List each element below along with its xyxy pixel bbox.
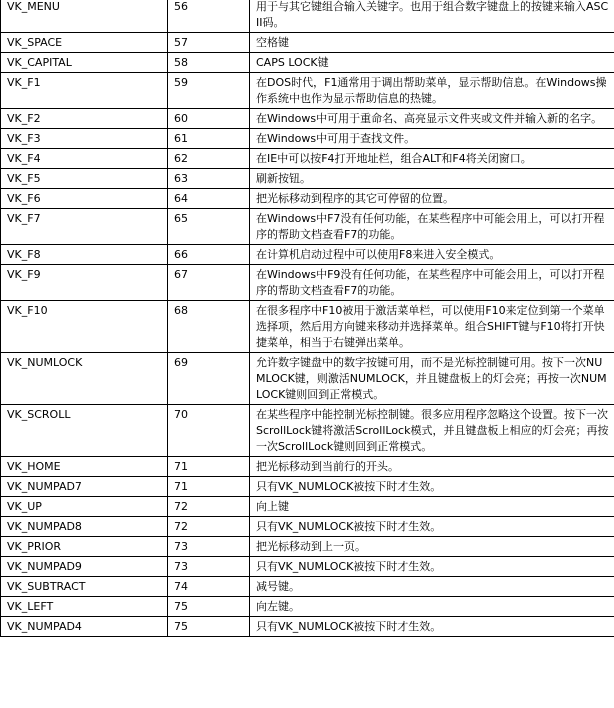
key-code-cell: 63 bbox=[168, 169, 250, 189]
key-name-cell: VK_NUMPAD9 bbox=[1, 557, 168, 577]
key-code-cell: 75 bbox=[168, 597, 250, 617]
key-name-cell: VK_F6 bbox=[1, 189, 168, 209]
key-code-cell: 73 bbox=[168, 537, 250, 557]
table-row bbox=[1, 517, 614, 537]
key-description-cell: 向上键 bbox=[250, 497, 614, 517]
key-name-cell: VK_NUMLOCK bbox=[1, 353, 168, 405]
key-name-cell: VK_F2 bbox=[1, 109, 168, 129]
key-code-cell: 58 bbox=[168, 53, 250, 73]
table-row bbox=[1, 537, 614, 557]
table-row bbox=[1, 597, 614, 617]
key-description-cell: 在Windows中F9没有任何功能，在某些程序中可能会用上，可以打开程序的帮助文档查看F7的功能。 bbox=[250, 265, 614, 301]
key-name-cell: VK_NUMPAD7 bbox=[1, 477, 168, 497]
key-description-cell: 空格键 bbox=[250, 33, 614, 53]
key-code-cell: 60 bbox=[168, 109, 250, 129]
key-description-cell: 减号键。 bbox=[250, 577, 614, 597]
key-code-cell: 72 bbox=[168, 517, 250, 537]
key-description-cell: 在某些程序中能控制光标控制键。很多应用程序忽略这个设置。按下一次ScrollLock键将激活ScrollLock模式，并且键盘板上相应的灯会亮；再按一次ScrollLock键则回到正常模式。 bbox=[250, 405, 614, 457]
key-description-cell: 用于与其它键组合输入关键字。也用于组合数字键盘上的按键来输入ASCII码。 bbox=[250, 0, 614, 33]
key-name-cell: VK_F1 bbox=[1, 73, 168, 109]
table-row bbox=[1, 149, 614, 169]
table-row bbox=[1, 209, 614, 245]
key-code-cell: 69 bbox=[168, 353, 250, 405]
key-code-cell: 62 bbox=[168, 149, 250, 169]
key-name-cell: VK_SUBTRACT bbox=[1, 577, 168, 597]
key-description-cell: 刷新按钮。 bbox=[250, 169, 614, 189]
table-row bbox=[1, 557, 614, 577]
key-description-cell: 在IE中可以按F4打开地址栏，组合ALT和F4将关闭窗口。 bbox=[250, 149, 614, 169]
table-row bbox=[1, 0, 614, 33]
key-code-cell: 75 bbox=[168, 617, 250, 637]
table-row bbox=[1, 353, 614, 405]
table-row bbox=[1, 245, 614, 265]
table-row bbox=[1, 301, 614, 353]
key-code-cell: 70 bbox=[168, 405, 250, 457]
key-description-cell: 允许数字键盘中的数字按键可用，而不是光标控制键可用。按下一次NUMLOCK键，则激活NUMLOCK，并且键盘板上的灯会亮；再按一次NUMLOCK键则回到正常模式。 bbox=[250, 353, 614, 405]
key-name-cell: VK_F7 bbox=[1, 209, 168, 245]
table-row bbox=[1, 109, 614, 129]
table-row bbox=[1, 265, 614, 301]
key-name-cell: VK_F8 bbox=[1, 245, 168, 265]
key-code-cell: 74 bbox=[168, 577, 250, 597]
key-name-cell: VK_F10 bbox=[1, 301, 168, 353]
table-row bbox=[1, 457, 614, 477]
key-description-cell: 在Windows中可用于重命名、高亮显示文件夹或文件并输入新的名字。 bbox=[250, 109, 614, 129]
key-name-cell: VK_F4 bbox=[1, 149, 168, 169]
key-name-cell: VK_UP bbox=[1, 497, 168, 517]
key-description-cell: CAPS LOCK键 bbox=[250, 53, 614, 73]
key-code-cell: 59 bbox=[168, 73, 250, 109]
key-code-cell: 65 bbox=[168, 209, 250, 245]
key-code-cell: 66 bbox=[168, 245, 250, 265]
key-description-cell: 只有VK_NUMLOCK被按下时才生效。 bbox=[250, 557, 614, 577]
key-description-cell: 把光标移动到当前行的开头。 bbox=[250, 457, 614, 477]
table-row bbox=[1, 577, 614, 597]
table-row bbox=[1, 497, 614, 517]
key-description-cell: 只有VK_NUMLOCK被按下时才生效。 bbox=[250, 517, 614, 537]
key-description-cell: 把光标移动到上一页。 bbox=[250, 537, 614, 557]
table-row bbox=[1, 169, 614, 189]
key-code-cell: 73 bbox=[168, 557, 250, 577]
key-code-table-body bbox=[1, 0, 614, 637]
key-name-cell: VK_CAPITAL bbox=[1, 53, 168, 73]
key-name-cell: VK_NUMPAD4 bbox=[1, 617, 168, 637]
key-name-cell: VK_LEFT bbox=[1, 597, 168, 617]
key-description-cell: 向左键。 bbox=[250, 597, 614, 617]
table-row bbox=[1, 477, 614, 497]
key-description-cell: 在Windows中可用于查找文件。 bbox=[250, 129, 614, 149]
key-code-cell: 56 bbox=[168, 0, 250, 33]
key-name-cell: VK_MENU bbox=[1, 0, 168, 33]
key-description-cell: 在很多程序中F10被用于激活菜单栏，可以使用F10来定位到第一个菜单选择项，然后用方向键来移动并选择菜单。组合SHIFT键与F10将打开快捷菜单，相当于右键弹出菜单。 bbox=[250, 301, 614, 353]
key-code-cell: 71 bbox=[168, 477, 250, 497]
key-name-cell: VK_HOME bbox=[1, 457, 168, 477]
key-code-cell: 57 bbox=[168, 33, 250, 53]
key-name-cell: VK_F3 bbox=[1, 129, 168, 149]
table-row bbox=[1, 189, 614, 209]
key-name-cell: VK_NUMPAD8 bbox=[1, 517, 168, 537]
key-name-cell: VK_SCROLL bbox=[1, 405, 168, 457]
key-description-cell: 把光标移动到程序的其它可停留的位置。 bbox=[250, 189, 614, 209]
key-description-cell: 只有VK_NUMLOCK被按下时才生效。 bbox=[250, 617, 614, 637]
key-code-cell: 64 bbox=[168, 189, 250, 209]
key-description-cell: 只有VK_NUMLOCK被按下时才生效。 bbox=[250, 477, 614, 497]
key-name-cell: VK_F9 bbox=[1, 265, 168, 301]
table-row bbox=[1, 617, 614, 637]
key-name-cell: VK_F5 bbox=[1, 169, 168, 189]
table-row bbox=[1, 53, 614, 73]
table-row bbox=[1, 129, 614, 149]
key-description-cell: 在计算机启动过程中可以使用F8来进入安全模式。 bbox=[250, 245, 614, 265]
key-name-cell: VK_SPACE bbox=[1, 33, 168, 53]
key-name-cell: VK_PRIOR bbox=[1, 537, 168, 557]
key-code-cell: 61 bbox=[168, 129, 250, 149]
key-code-cell: 71 bbox=[168, 457, 250, 477]
table-row bbox=[1, 405, 614, 457]
key-description-cell: 在Windows中F7没有任何功能，在某些程序中可能会用上，可以打开程序的帮助文档查看F7的功能。 bbox=[250, 209, 614, 245]
key-code-cell: 68 bbox=[168, 301, 250, 353]
key-description-cell: 在DOS时代，F1通常用于调出帮助菜单，显示帮助信息。在Windows操作系统中也作为显示帮助信息的热键。 bbox=[250, 73, 614, 109]
table-row bbox=[1, 73, 614, 109]
key-code-cell: 72 bbox=[168, 497, 250, 517]
key-code-cell: 67 bbox=[168, 265, 250, 301]
table-row bbox=[1, 33, 614, 53]
